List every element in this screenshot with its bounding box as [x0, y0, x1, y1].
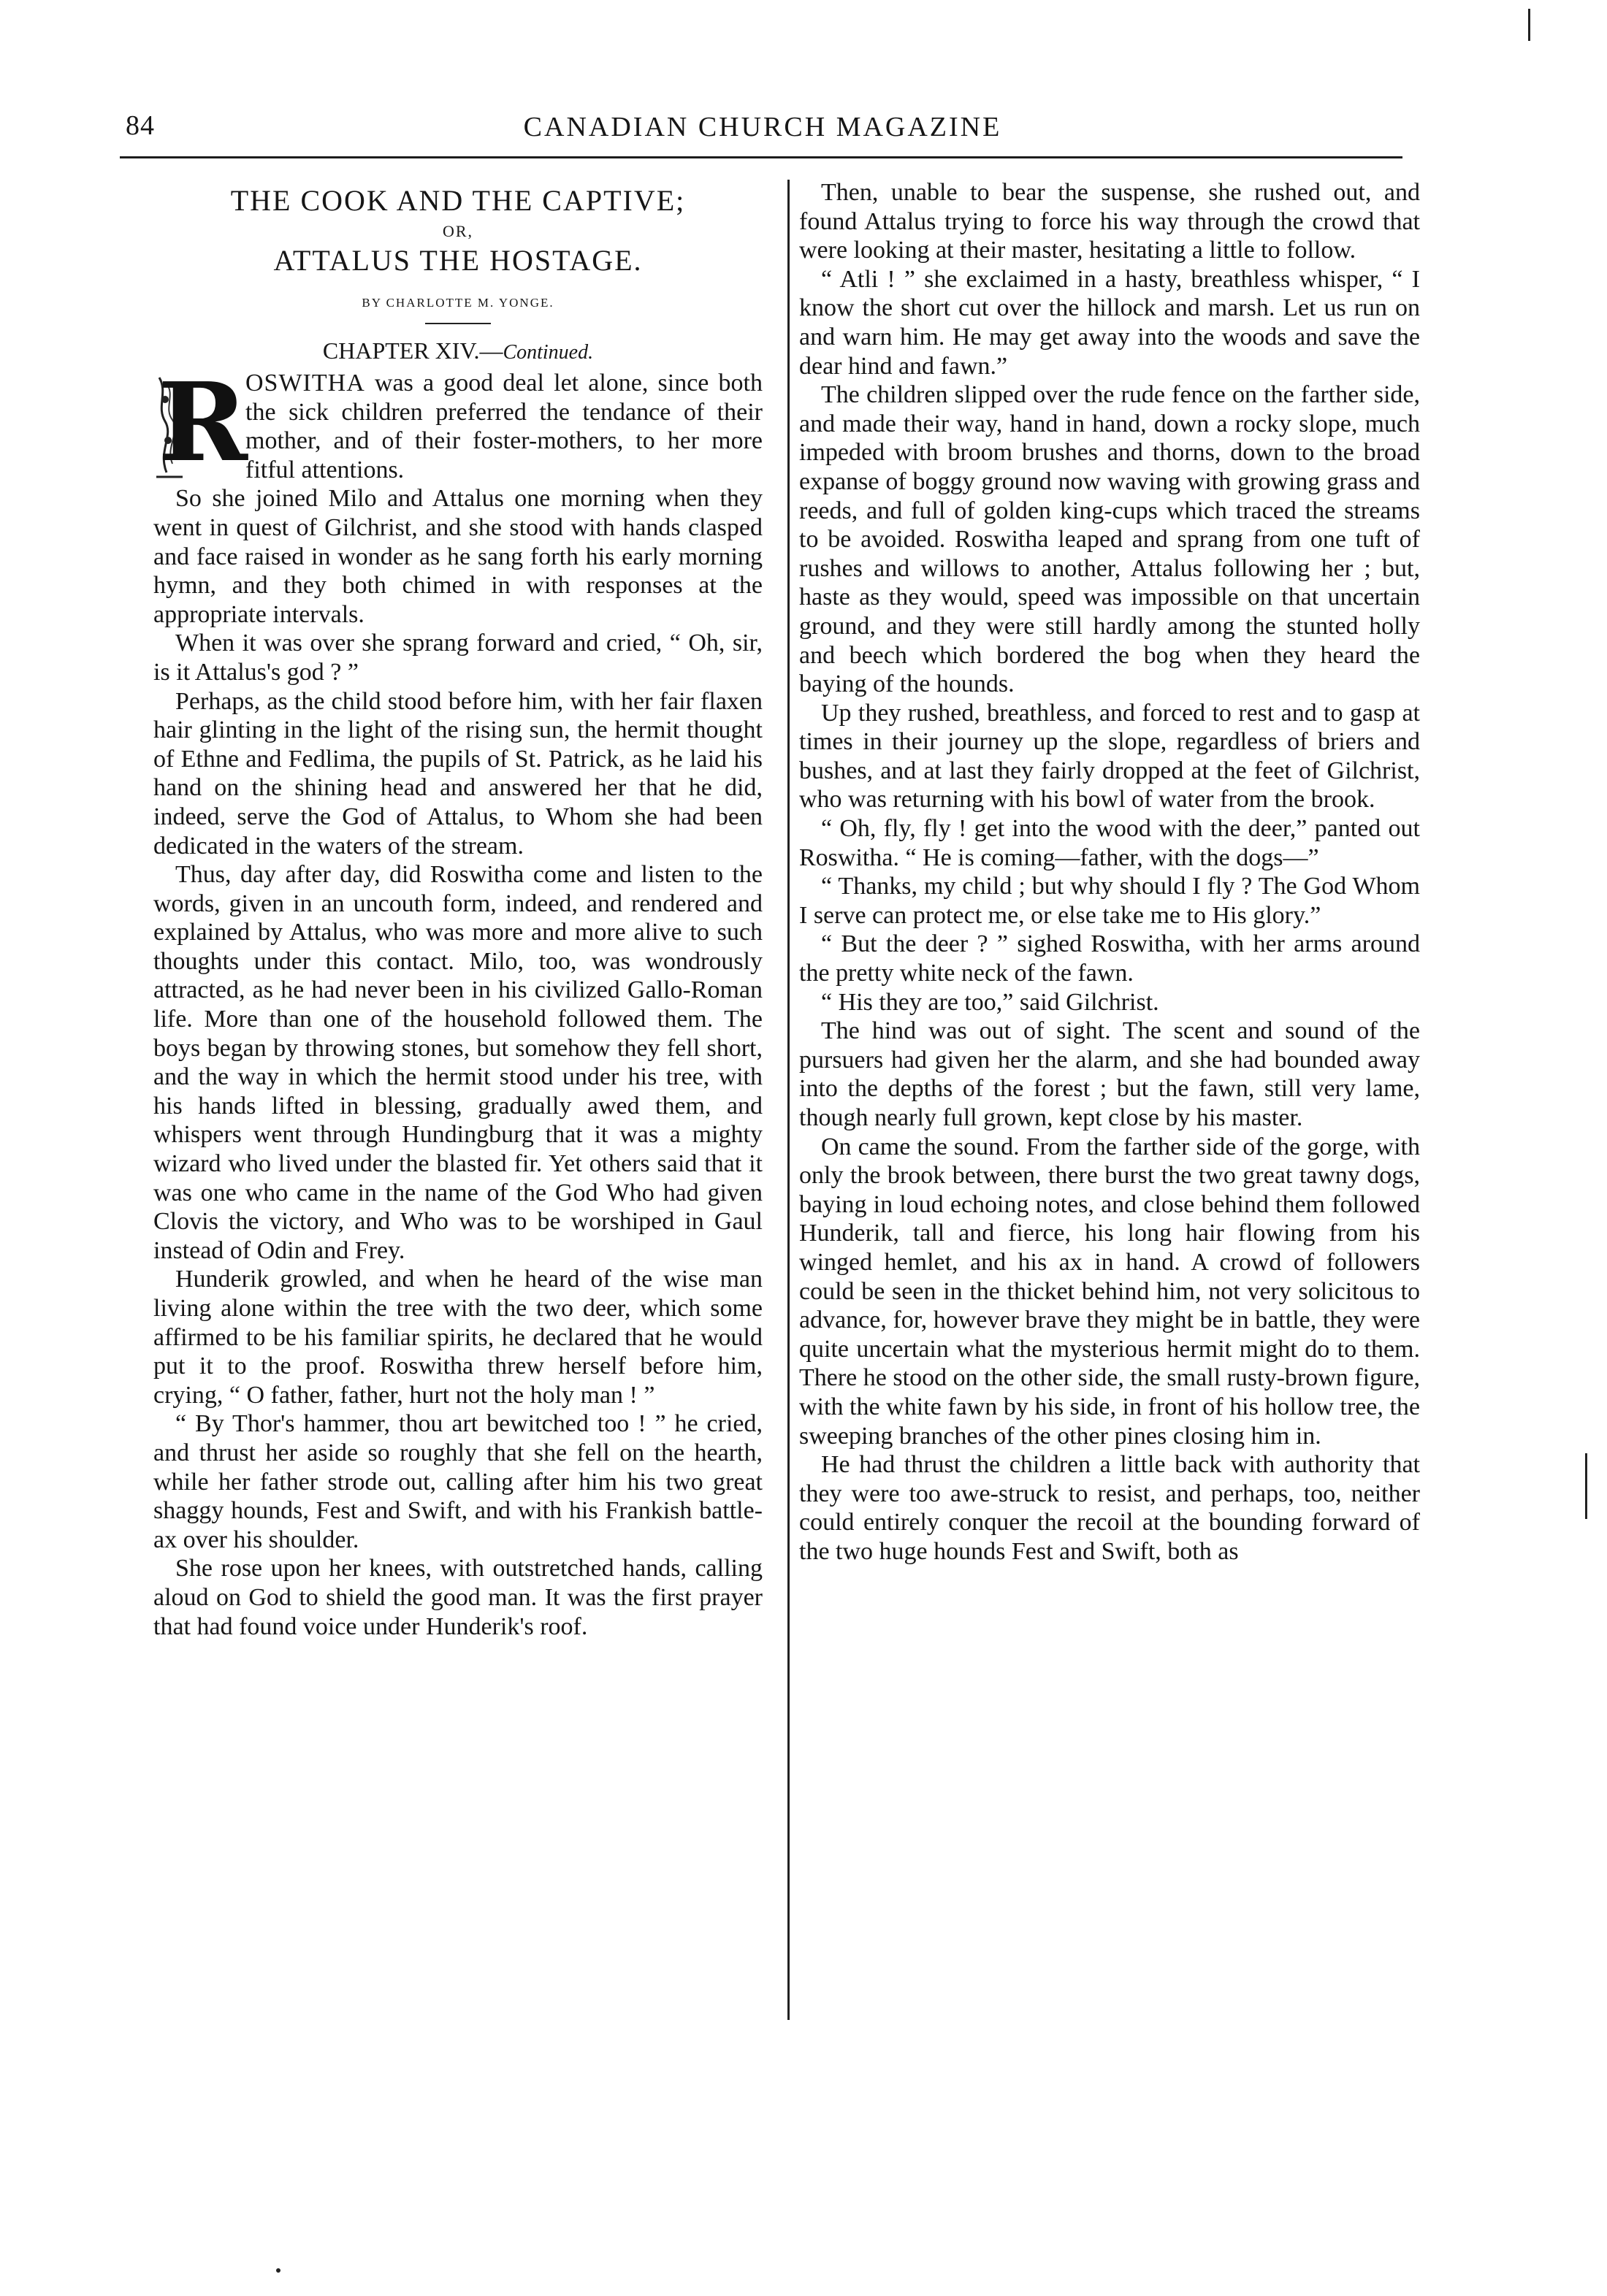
opening-word: OSWITHA	[245, 370, 365, 397]
author-byline: BY CHARLOTTE M. YONGE.	[362, 296, 554, 310]
story-or: OR,	[442, 222, 474, 240]
right-column	[799, 178, 1420, 1566]
paragraph: So she joined Milo and Attalus one morning when they went in quest of Gilchrist, and she stood with hands clasped and face raised in wonder as he sang forth his early morning hymn, and they both chimed in with responses at the appropriate intervals.	[153, 485, 763, 628]
magazine-title: CANADIAN CHURCH MAGAZINE	[523, 112, 1002, 142]
paragraph: “ Thanks, my child ; but why should I fly ? The God Whom I serve can protect me, or else take me to His glory.”	[799, 873, 1420, 929]
byline-rule	[425, 323, 491, 324]
chapter-number: CHAPTER XIV.—	[322, 337, 503, 364]
paragraph: Up they rushed, breathless, and forced to rest and to gasp at times in their journey up the slope, regardless of briers and bushes, and at last they fairly dropped at the feet of Gilchrist, who was returning with his bowl of water from the brook.	[799, 699, 1420, 814]
paragraph: Hunderik growled, and when he heard of the wise man living alone within the tree with the two deer, which some affirmed to be his familiar spirits, he declared that he would put it to the proof. Roswitha threw herself before him, crying, “ O father, father, hurt not the holy man ! ”	[153, 1266, 763, 1409]
paragraph: “ His they are too,” said Gilchrist.	[821, 988, 1159, 1016]
paragraph: Then, unable to bear the suspense, she rushed out, and found Attalus trying to force his way through the crowd that were looking at their master, hesitating a little to follow.	[799, 179, 1420, 264]
page-header	[120, 107, 1405, 150]
paragraph: “ But the deer ? ” sighed Roswitha, with her arms around the pretty white neck of the fawn.	[799, 930, 1420, 987]
paragraph: He had thrust the children a little back with authority that they were too awe-struck to resist, and perhaps, too, neither could entirely conquer the recoil at the bounding forward of the two huge hounds Fest and Swift, both as	[799, 1451, 1420, 1565]
column-divider	[787, 180, 790, 2020]
opening-paragraph	[153, 359, 763, 486]
opening-text: was a good deal let alone, since both the sick children preferred the tendance of their mother, and of their foster-mothers, to her more fitful attentions.	[245, 370, 763, 483]
scan-mark-right	[1585, 1453, 1587, 1519]
paragraph: “ Oh, fly, fly ! get into the wood with the deer,” panted out Roswitha. “ He is coming—father, with the dogs—”	[799, 815, 1420, 871]
paragraph: When it was over she sprang forward and cried, “ Oh, sir, is it Attalus's god ? ”	[153, 630, 763, 686]
paragraph: “ Atli ! ” she exclaimed in a hasty, breathless whisper, “ I know the short cut over the hillock and marsh. Let us run on and warn him. He may get away into the woods and save the dear hind and fawn.”	[799, 265, 1420, 380]
paragraph: Thus, day after day, did Roswitha come and listen to the words, given in an uncouth form, indeed, and rendered and explained by Attalus, who was more and more alive to such thoughts under this contact. Milo, too, was wondrously attracted, as he had never been in his civilized Gallo-Roman life. More than one of the household followed them. The boys began by throwing stones, but somehow they fell short, and the way in which the hermit stood under his tree, with his hands lifted in blessing, gradually awed them, and whispers went through Hundingburg that it was a mighty wizard who lived under the blasted fir. Yet others said that it was one who came in the name of the God Who had given Clovis the victory, and Who was to be worshiped in Gaul instead of Odin and Frey.	[153, 861, 763, 1264]
header-rule	[120, 156, 1402, 158]
drop-cap-letter: R	[158, 359, 248, 486]
scan-mark-top	[1528, 9, 1530, 41]
left-column	[153, 178, 763, 1641]
paragraph: “ By Thor's hammer, thou art bewitched too ! ” he cried, and thrust her aside so roughly that she fell on the hearth, while her father strode out, calling after him his two great shaggy hounds, Fest and Swift, and with his Frankish battle-ax over his shoulder.	[153, 1410, 763, 1553]
drop-cap	[153, 359, 248, 486]
paragraph: On came the sound. From the farther side of the gorge, with only the brook between, there burst the two great tawny dogs, baying in loud echoing notes, and close behind them followed Hunderik, tall and fierce, his long hair flowing from his winged hemlet, and his ax in hand. A crowd of followers could be seen in the thicket behind him, not very solicitous to advance, for, however brave they might be in battle, they were quite uncertain what the mysterious hermit might do to them. There he stood on the other side, the small rusty-brown figure, with the white fawn by his side, in front of his hollow tree, the sweeping branches of the other pines closing him in.	[799, 1133, 1420, 1450]
paragraph: The hind was out of sight. The scent and sound of the pursuers had given her the alarm, and she had bounded away into the depths of the forest ; but the fawn, still very lame, though nearly full grown, kept close by his master.	[799, 1017, 1420, 1131]
story-title: THE COOK AND THE CAPTIVE;	[230, 184, 686, 217]
paragraph: She rose upon her knees, with outstretched hands, calling aloud on God to shield the good man. It was the first prayer that had found voice under Hunderik's roof.	[153, 1555, 763, 1640]
page-number: 84	[126, 110, 155, 141]
story-subtitle: ATTALUS THE HOSTAGE.	[273, 244, 643, 277]
chapter-continued: Continued.	[503, 341, 594, 364]
scan-mark-bottom	[276, 2268, 280, 2273]
paragraph: Perhaps, as the child stood before him, with her fair flaxen hair glinting in the light of the rising sun, the hermit thought of Ethne and Fedlima, the pupils of St. Patrick, as he laid his hand on the shining head and answered her that he did, indeed, serve the God of Attalus, to Whom she had been dedicated in the waters of the stream.	[153, 687, 763, 860]
paragraph: The children slipped over the rude fence on the farther side, and made their way, hand in hand, down a rocky slope, much impeded with broom brushes and thorns, down to the broad expanse of boggy ground now waving with growing grass and reeds, and full of golden king-cups which traced the streams to be avoided. Roswitha leaped and sprang from one tuft of rushes and willows to another, Attalus following her ; but, haste as they would, speed was impossible on that uncertain ground, and they were still hardly among the stunted holly and beech which bordered the bog when they heard the baying of the hounds.	[799, 381, 1420, 698]
